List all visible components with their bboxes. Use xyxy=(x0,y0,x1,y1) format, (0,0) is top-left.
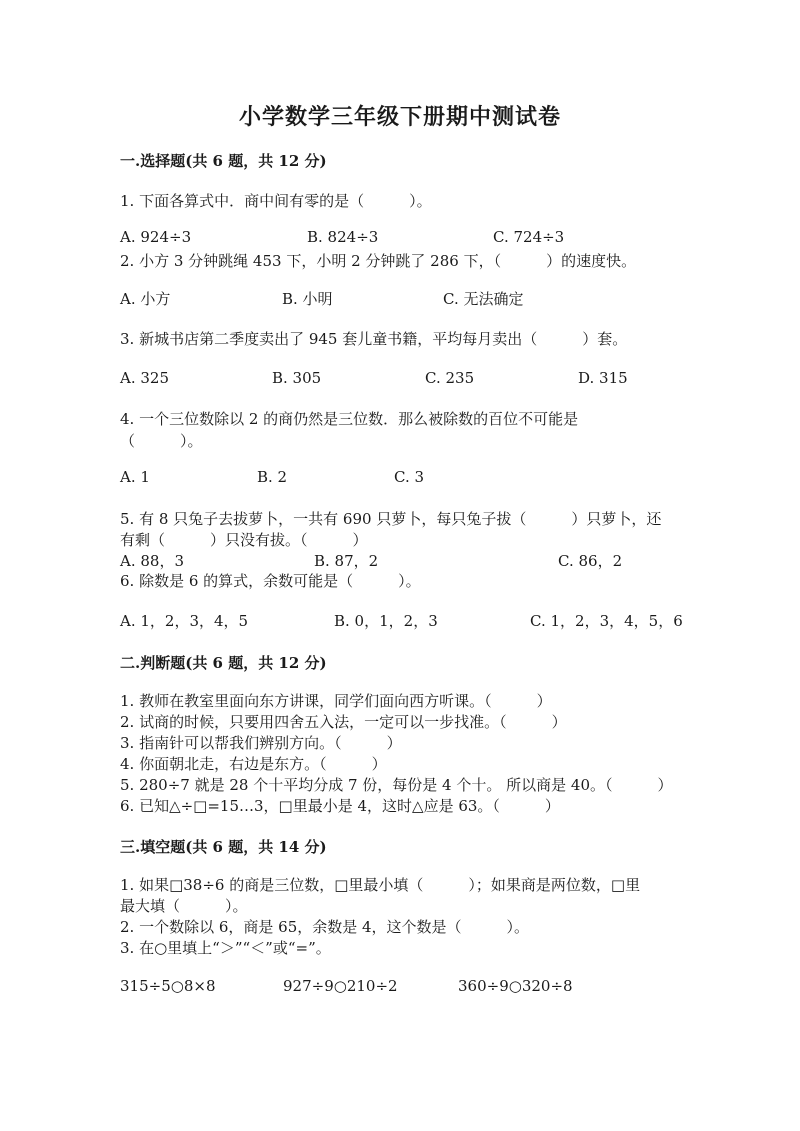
list-item: 3. 指南针可以帮我们辨别方向。（ ） xyxy=(120,734,402,752)
question-text: 5. 有 8 只兔子去拔萝卜，一共有 690 只萝卜，每只兔子拔（ ）只萝卜，还 xyxy=(120,510,662,528)
option: B. 87，2 xyxy=(314,552,379,570)
question-text: 2. 小方 3 分钟跳绳 453 下，小明 2 分钟跳了 286 下，（ ）的速度快。 xyxy=(120,252,637,270)
option: B. 小明 xyxy=(282,290,333,308)
list-item: 4. 你面朝北走，右边是东方。（ ） xyxy=(120,755,387,773)
option: A. 325 xyxy=(120,369,169,387)
list-item: 3. 在○里填上“＞”“＜”或“=”。 xyxy=(120,939,331,957)
question-text: 6. 除数是 6 的算式，余数可能是（ ）。 xyxy=(120,572,421,590)
option: C. 724÷3 xyxy=(493,228,565,246)
option: A. 1，2，3，4，5 xyxy=(120,612,249,630)
list-item: 1. 教师在教室里面向东方讲课，同学们面向西方听课。（ ） xyxy=(120,692,552,710)
option: A. 924÷3 xyxy=(120,228,192,246)
list-item: 1. 如果□38÷6 的商是三位数，□里最小填（ ）；如果商是两位数，□里 xyxy=(120,876,641,894)
question-text: 有剩（ ）只没有拔。（ ） xyxy=(120,531,368,549)
option: B. 305 xyxy=(272,369,322,387)
page-title: 小学数学三年级下册期中测试卷 xyxy=(238,104,561,130)
list-item: 5. 280÷7 就是 28 个十平均分成 7 份，每份是 4 个十。 所以商是 40。（ ） xyxy=(120,776,673,794)
option: C. 235 xyxy=(425,369,475,387)
section-heading-fill-blank: 三.填空题(共 6 题，共 14 分) xyxy=(120,838,327,856)
section-heading-judgement: 二.判断题(共 6 题，共 12 分) xyxy=(120,654,327,672)
option: A. 小方 xyxy=(120,290,171,308)
option: C. 86，2 xyxy=(558,552,623,570)
question-text: （ ）。 xyxy=(120,432,203,450)
list-item: 6. 已知△÷□=15…3，□里最小是 4，这时△应是 63。（ ） xyxy=(120,797,560,815)
compare-expression: 315÷5○8×8 xyxy=(120,977,216,995)
option: B. 2 xyxy=(257,468,288,486)
option: A. 88，3 xyxy=(120,552,184,570)
option: C. 3 xyxy=(394,468,425,486)
question-text: 4. 一个三位数除以 2 的商仍然是三位数．那么被除数的百位不可能是 xyxy=(120,410,579,428)
compare-expression: 927÷9○210÷2 xyxy=(283,977,398,995)
list-item: 2. 试商的时候，只要用四舍五入法，一定可以一步找准。（ ） xyxy=(120,713,567,731)
compare-expression: 360÷9○320÷8 xyxy=(458,977,573,995)
question-text: 1. 下面各算式中．商中间有零的是（ ）。 xyxy=(120,192,432,210)
option: B. 824÷3 xyxy=(307,228,379,246)
section-heading-choice: 一.选择题(共 6 题，共 12 分) xyxy=(120,152,327,170)
option: D. 315 xyxy=(578,369,628,387)
list-item: 最大填（ ）。 xyxy=(120,897,248,915)
list-item: 2. 一个数除以 6，商是 65，余数是 4，这个数是（ ）。 xyxy=(120,918,530,936)
option: C. 1，2，3，4，5，6 xyxy=(530,612,683,630)
option: A. 1 xyxy=(120,468,150,486)
option: C. 无法确定 xyxy=(443,290,524,308)
option: B. 0，1，2，3 xyxy=(334,612,438,630)
question-text: 3. 新城书店第二季度卖出了 945 套儿童书籍，平均每月卖出（ ）套。 xyxy=(120,330,628,348)
